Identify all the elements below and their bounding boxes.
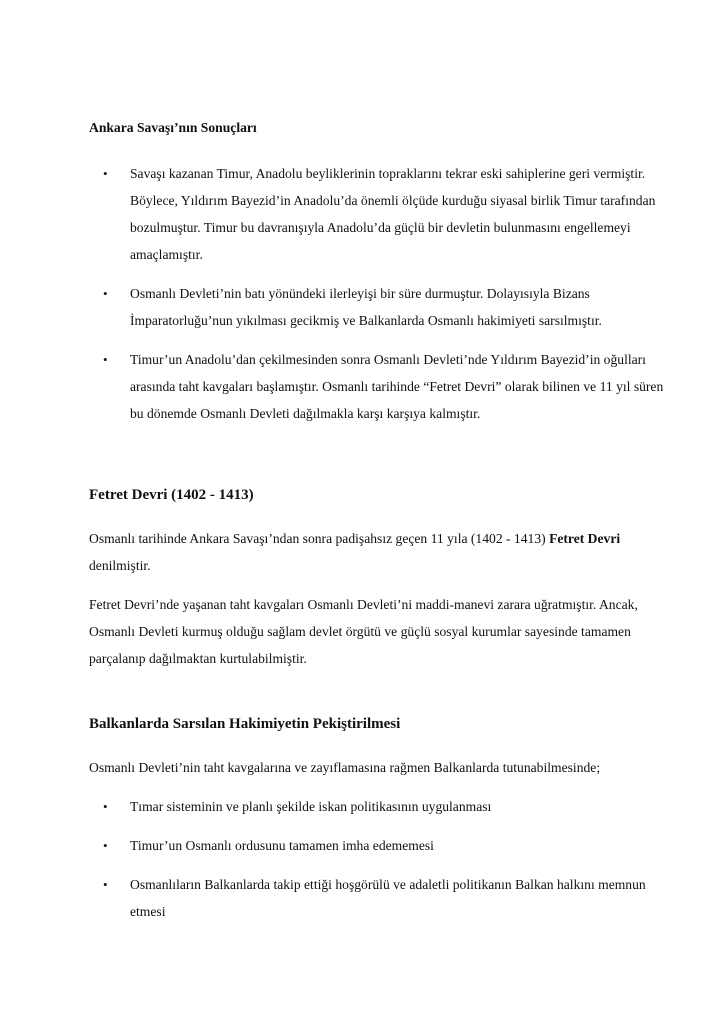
list-item xyxy=(89,280,664,334)
fetret-paragraph-1 xyxy=(89,525,649,579)
list-item-text: Osmanlı Devleti’nin batı yönündeki ilerleyişi bir süre durmuştur. Dolayısıyla Bizans İmparatorluğu’nun yıkılması gecikmiş ve Balkanlarda Osmanlı hakimiyeti sarsılmıştır. xyxy=(130,286,602,328)
fetret-p1-text: Osmanlı tarihinde Ankara Savaşı’ndan sonra padişahsız geçen 11 yıla (1402 - 1413) xyxy=(89,531,550,546)
ankara-results-list xyxy=(89,160,664,439)
bullet-icon: • xyxy=(103,799,108,814)
list-item-text: Savaşı kazanan Timur, Anadolu beyliklerinin topraklarını tekrar eski sahiplerine geri vermiştir. Böylece, Yıldırım Bayezid’in Anadolu’da önemli ölçüde kurduğu siyasal birlik Timur tarafından bozulmuştur. Timur bu davranışıyla Anadolu’da güçlü bir devletin bulunmasını engellemeyi amaçlamıştır. xyxy=(130,166,656,262)
fetret-paragraph-2: Fetret Devri’nde yaşanan taht kavgaları Osmanlı Devleti’ni maddi-manevi zarara uğratmıştır. Ancak, Osmanlı Devleti kurmuş olduğu sağlam devlet örgütü ve güçlü sosyal kurumlar sayesinde tamamen parçalanıp dağılmaktan kurtulabilmiştir. xyxy=(89,597,638,666)
list-item-text: Timur’un Osmanlı ordusunu tamamen imha edememesi xyxy=(130,838,434,853)
balkans-intro: Osmanlı Devleti’nin taht kavgalarına ve zayıflamasına rağmen Balkanlarda tutunabilmesinde; xyxy=(89,760,601,775)
list-item xyxy=(89,160,664,268)
fetret-p1-end: denilmiştir. xyxy=(89,558,151,573)
section-heading-ankara-results: Ankara Savaşı’nın Sonuçları xyxy=(89,120,257,135)
bullet-icon: • xyxy=(103,838,108,853)
list-item xyxy=(89,346,664,427)
section-heading-balkans: Balkanlarda Sarsılan Hakimiyetin Pekiştirilmesi xyxy=(89,716,401,732)
bullet-icon: • xyxy=(103,877,108,892)
list-item xyxy=(89,793,664,820)
section-heading-fetret: Fetret Devri (1402 - 1413) xyxy=(89,487,254,503)
list-item xyxy=(89,871,664,925)
bullet-icon: • xyxy=(103,286,108,301)
list-item-text: Osmanlıların Balkanlarda takip ettiği hoşgörülü ve adaletli politikanın Balkan halkını memnun etmesi xyxy=(130,877,646,919)
list-item xyxy=(89,832,664,859)
bullet-icon: • xyxy=(103,352,108,367)
balkans-list xyxy=(89,793,664,937)
list-item-text: Tımar sisteminin ve planlı şekilde iskan politikasının uygulanması xyxy=(130,799,492,814)
bullet-icon: • xyxy=(103,166,108,181)
fetret-term: Fetret Devri xyxy=(549,531,621,546)
list-item-text: Timur’un Anadolu’dan çekilmesinden sonra Osmanlı Devleti’nde Yıldırım Bayezid’in oğulları arasında taht kavgaları başlamıştır. Osmanlı tarihinde “Fetret Devri” olarak bilinen ve 11 yıl süren bu dönemde Osmanlı Devleti dağılmakla karşı karşıya kalmıştır. xyxy=(130,352,664,421)
